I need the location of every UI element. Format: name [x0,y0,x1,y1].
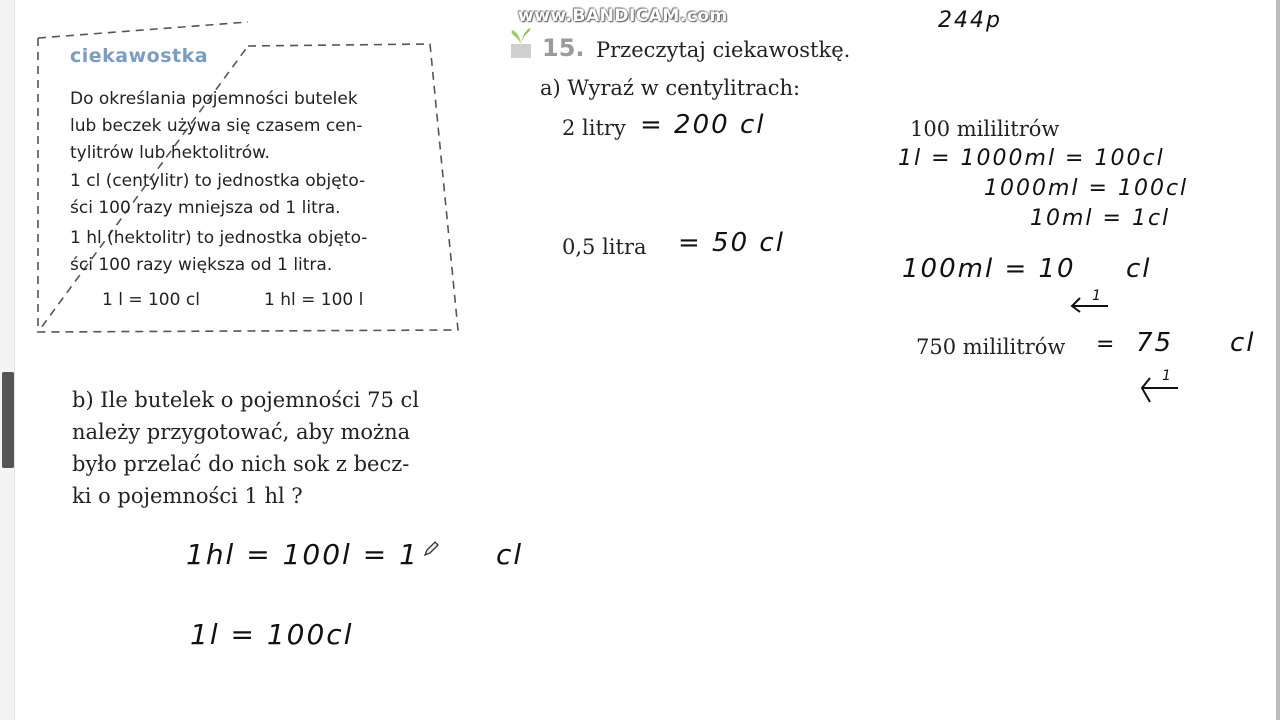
item-2-liters-answer: = 200 cl [640,110,766,140]
plant-icon [506,26,536,60]
handwritten-page-note: 244p [938,8,1002,33]
recorder-watermark: www.BANDICAM.com [518,6,728,26]
info-box-paragraph-3: 1 hl (hektolitr) to jednostka objęto- ści 100 razy większa od 1 litra. [70,228,368,275]
item-750ml-label: 750 mililitrów [916,335,1066,359]
vertical-scrollbar[interactable] [0,0,15,720]
pencil-cursor-icon [422,540,440,558]
left-arrow-icon [1068,288,1112,314]
item-750ml-answer: 75 [1136,328,1174,358]
item-750ml-unit: cl [1230,328,1256,358]
formula-hectoliter-liter: 1 hl = 100 l [264,290,364,310]
handwritten-conversion-2: 1000ml = 100cl [984,176,1189,201]
item-750ml-equals: = [1096,332,1117,357]
task-number: 15. [542,34,585,62]
item-half-liter-label: 0,5 litra [562,235,647,259]
handwritten-b-line-2: 1l = 100cl [190,618,354,651]
scrollbar-thumb[interactable] [2,372,14,468]
part-a-instruction: a) Wyraź w centylitrach: [540,76,801,100]
right-scroll-edge [1276,0,1280,720]
arrow-2-digit: 1 [1162,368,1173,384]
info-box-paragraph-1: Do określania pojemności butelek lub beczek używa się czasem cen- tylitrów lub hektolitrów. [70,89,363,163]
task-title: Przeczytaj ciekawostkę. [596,38,851,62]
left-arrow-icon [1138,374,1182,406]
item-100ml-label: 100 mililitrów [910,117,1060,141]
handwritten-b-line-1-unit: cl [496,538,524,571]
item-half-liter-answer: = 50 cl [678,228,785,258]
info-box-title: ciekawostka [70,45,209,67]
arrow-1-digit: 1 [1092,288,1103,304]
part-b-question: b) Ile butelek o pojemności 75 cl należy przygotować, aby można było przelać do nich sok z becz- ki o pojemności 1 hl ? [72,388,420,508]
handwritten-100ml-unit: cl [1126,254,1152,284]
item-2-liters-label: 2 litry [562,116,626,140]
info-box-paragraph-2: 1 cl (centylitr) to jednostka objęto- ści 100 razy mniejsza od 1 litra. [70,171,366,218]
handwritten-100ml-result: 100ml = 10 [902,254,1076,284]
handwritten-b-line-1: 1hl = 100l = 1 [186,538,419,571]
formula-liter-centiliter: 1 l = 100 cl [102,290,200,310]
handwritten-conversion-3: 10ml = 1cl [1030,206,1171,231]
handwritten-conversion-1: 1l = 1000ml = 100cl [898,146,1165,171]
